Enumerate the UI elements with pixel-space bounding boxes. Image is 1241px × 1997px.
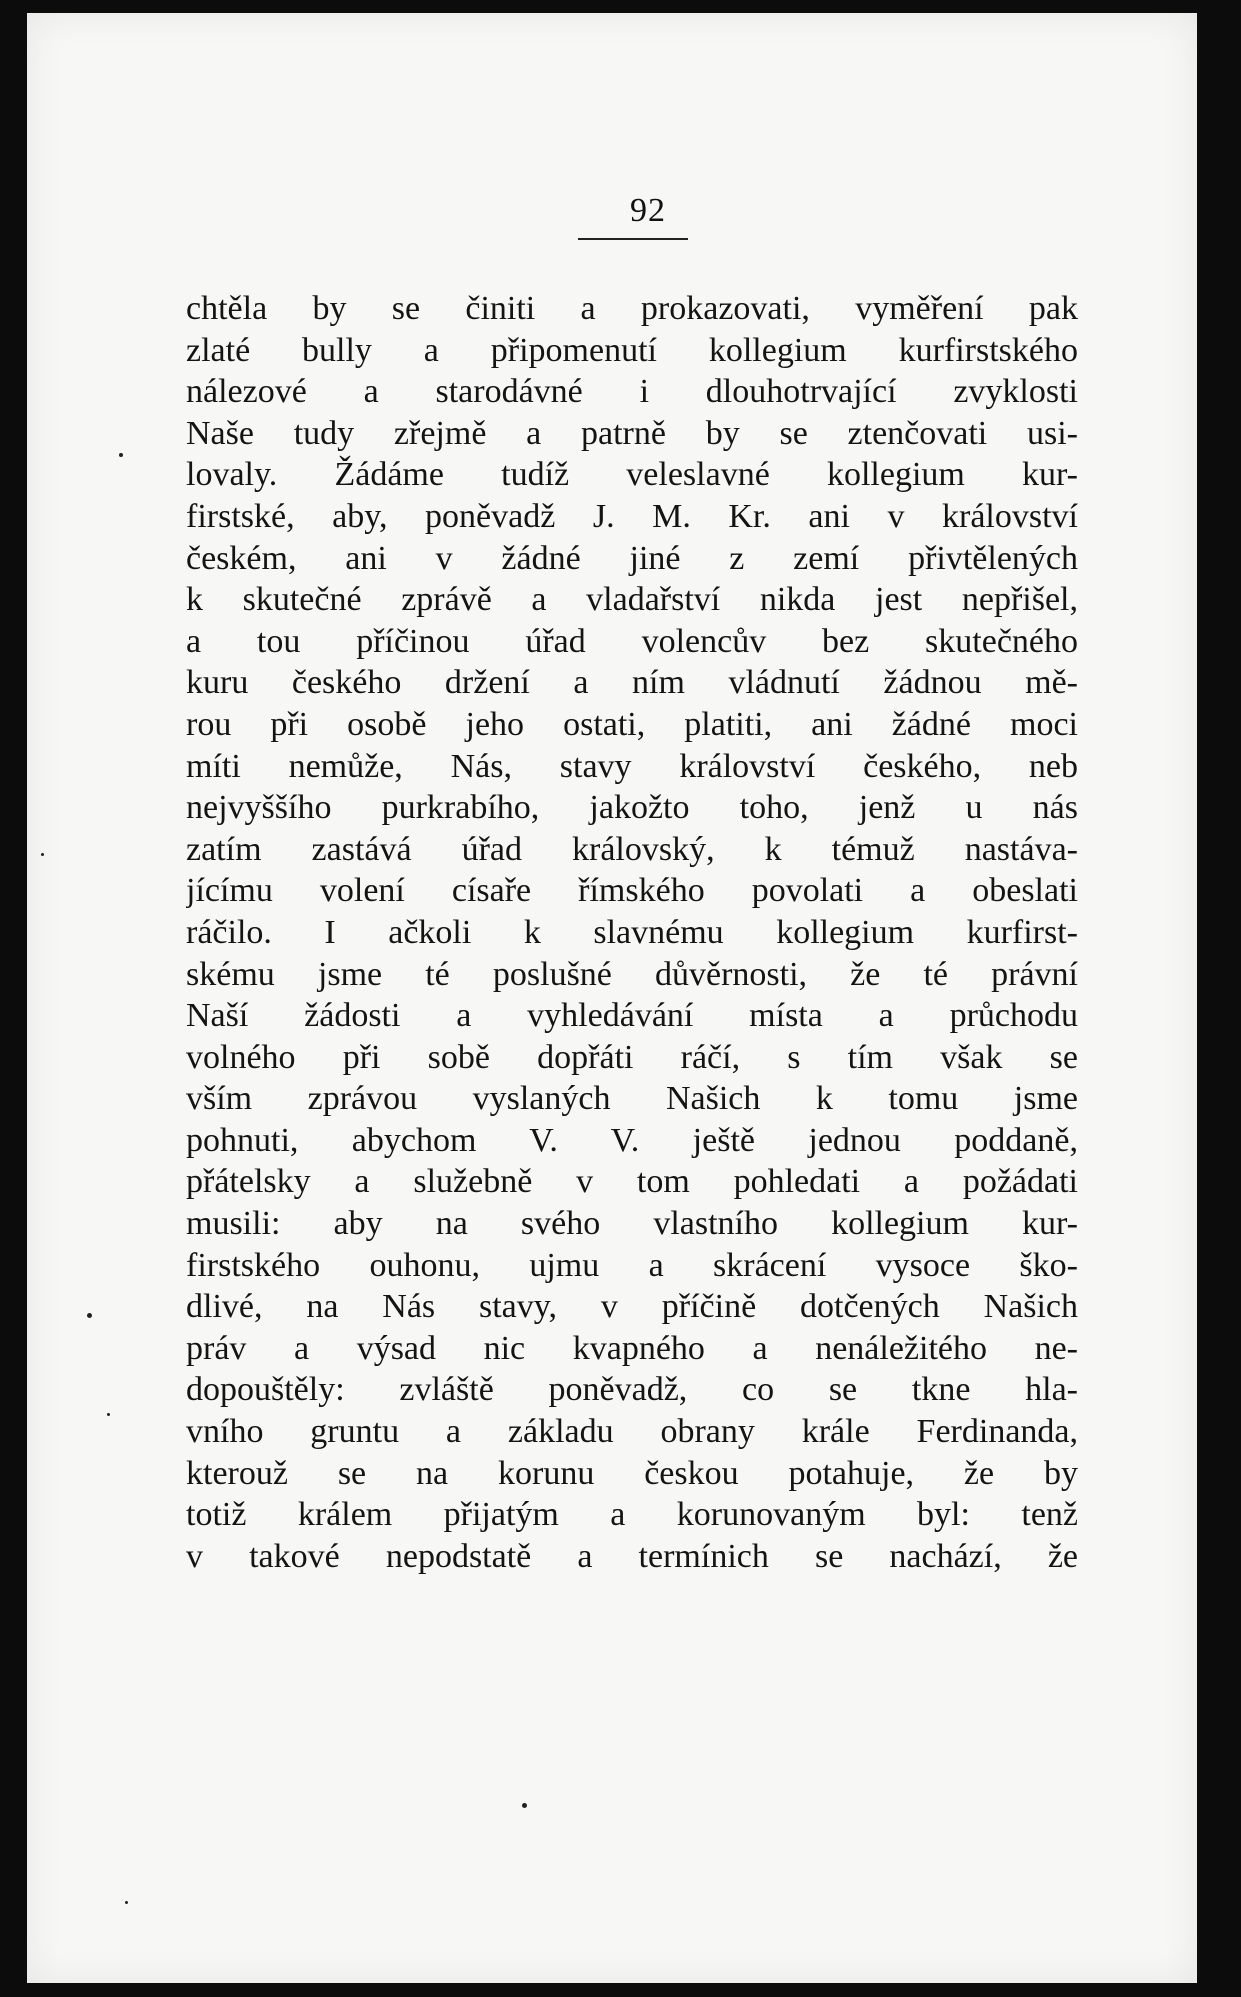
text-line: k skutečné zprávě a vladařství nikda jest nepřišel, — [186, 581, 1078, 619]
text-line: skému jsme té poslušné důvěrnosti, že té právní — [186, 955, 1078, 993]
text-line: práv a výsad nic kvapného a nenáležitého ne- — [186, 1329, 1078, 1367]
text-line: přátelsky a služebně v tom pohledati a požádati — [186, 1163, 1078, 1201]
text-line: firstského ouhonu, ujmu a skrácení vysoce ško- — [186, 1246, 1078, 1284]
paper-speck — [125, 1901, 128, 1904]
text-line: lovaly. Žádáme tudíž veleslavné kollegium kur- — [186, 456, 1078, 494]
text-line: pohnuti, abychom V. V. ještě jednou poddaně, — [186, 1121, 1078, 1159]
text-line: kuru českého držení a ním vládnutí žádnou mě- — [186, 664, 1078, 702]
paper-speck — [107, 1413, 110, 1416]
page-number-rule — [578, 238, 688, 240]
paper-speck — [87, 1313, 92, 1318]
text-line: volného při sobě dopřáti ráčí, s tím však se — [186, 1038, 1078, 1076]
text-line: rou při osobě jeho ostati, platiti, ani žádné moci — [186, 705, 1078, 743]
text-line: v takové nepodstatě a termínich se nachází, že — [186, 1537, 1078, 1575]
text-line: míti nemůže, Nás, stavy království českého, neb — [186, 747, 1078, 785]
text-line: kterouž se na korunu českou potahuje, že by — [186, 1454, 1078, 1492]
page-number: 92 — [630, 192, 666, 229]
text-line: chtěla by se činiti a prokazovati, vyměření pak — [186, 290, 1078, 327]
text-line: dopouštěly: zvláště poněvadž, co se tkne hla- — [186, 1371, 1078, 1409]
text-line: dlivé, na Nás stavy, v příčině dotčených Našich — [186, 1288, 1078, 1326]
text-line: ráčilo. I ačkoli k slavnému kollegium kurfirst- — [186, 913, 1078, 951]
text-line: zlaté bully a připomenutí kollegium kurfirstského — [186, 331, 1078, 369]
body-text — [186, 288, 1078, 1577]
text-line: jícímu volení císaře římského povolati a obeslati — [186, 872, 1078, 910]
paper-speck — [119, 453, 123, 457]
text-line: totiž králem přijatým a korunovaným byl: tenž — [186, 1496, 1078, 1534]
text-line: musili: aby na svého vlastního kollegium kur- — [186, 1205, 1078, 1243]
paper-speck — [41, 853, 44, 856]
text-line: vším zprávou vyslaných Našich k tomu jsme — [186, 1080, 1078, 1118]
text-line: a tou příčinou úřad volencův bez skutečného — [186, 622, 1078, 660]
text-line: Naše tudy zřejmě a patrně by se ztenčovati usi- — [186, 414, 1078, 452]
text-line: zatím zastává úřad královský, k témuž nastáva- — [186, 830, 1078, 868]
text-line: Naší žádosti a vyhledávání místa a průchodu — [186, 997, 1078, 1035]
text-line: vního gruntu a základu obrany krále Ferdinanda, — [186, 1413, 1078, 1451]
text-line: firstské, aby, poněvadž J. M. Kr. ani v království — [186, 497, 1078, 535]
paper-speck — [522, 1803, 527, 1808]
text-line: nejvyššího purkrabího, jakožto toho, jenž u nás — [186, 789, 1078, 827]
text-line: českém, ani v žádné jiné z zemí přivtělených — [186, 539, 1078, 577]
text-line: nálezové a starodávné i dlouhotrvající zvyklosti — [186, 373, 1078, 411]
